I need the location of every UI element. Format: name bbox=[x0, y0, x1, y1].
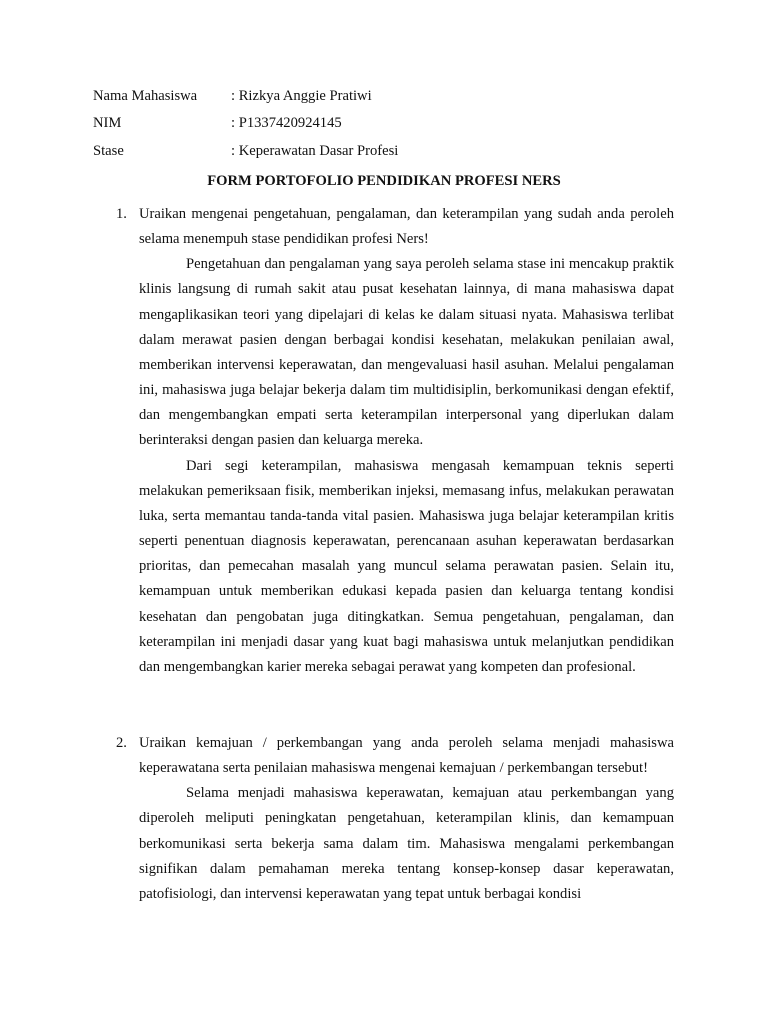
question-number: 2. bbox=[116, 735, 127, 751]
question-text: Uraikan kemajuan / perkembangan yang anda peroleh selama menjadi mahasiswa keperawatana serta penilaian mahasiswa mengenai kemajuan / perkembangan tersebut! bbox=[139, 735, 674, 777]
answer-paragraph: Pengetahuan dan pengalaman yang saya peroleh selama stase ini mencakup praktik klinis langsung di rumah sakit atau pusat kesehatan lainnya, di mana mahasiswa dapat mengaplikasikan teori yang dipelajari di kelas ke dalam situasi nyata. Mahasiswa terlibat dalam merawat pasien dengan berbagai kondisi kesehatan, melakukan penilaian awal, memberikan intervensi keperawatan, dan mengevaluasi hasil asuhan. Melalui pengalaman ini, mahasiswa juga belajar bekerja dalam tim multidisiplin, berkomunikasi dengan efektif, dan mengembangkan empati serta keterampilan interpersonal yang diperlukan dalam berinteraksi dengan pasien dan keluarga mereka. bbox=[139, 256, 674, 449]
stase-label: Stase bbox=[93, 143, 124, 159]
stase-value: : Keperawatan Dasar Profesi bbox=[231, 143, 399, 159]
answer-paragraph: Dari segi keterampilan, mahasiswa mengasah kemampuan teknis seperti melakukan pemeriksaan fisik, memberikan injeksi, memasang infus, melakukan perawatan luka, serta memantau tanda-tanda vital pasien. Mahasiswa juga belajar keterampilan kritis seperti penentuan diagnosis keperawatan, perencanaan asuhan keperawatan berdasarkan prioritas, dan pemecahan masalah yang muncul selama perawatan pasien. Selain itu, kemampuan untuk memberikan edukasi kepada pasien dan keluarga tentang kondisi kesehatan dan pengobatan juga ditingkatkan. Semua pengetahuan, pengalaman, dan keterampilan ini menjadi dasar yang kuat bagi mahasiswa untuk melanjutkan pendidikan dan mengembangkan karier mereka sebagai perawat yang kompeten dan profesional. bbox=[139, 457, 674, 675]
question-text: Uraikan mengenai pengetahuan, pengalaman, dan keterampilan yang sudah anda peroleh selama menempuh stase pendidikan profesi Ners! bbox=[139, 206, 674, 248]
answer-paragraph: Selama menjadi mahasiswa keperawatan, kemajuan atau perkembangan yang diperoleh meliputi peningkatan pengetahuan, keterampilan klinis, dan kemampuan berkomunikasi serta bekerja sama dalam tim. Mahasiswa mengalami perkembangan signifikan dalam pemahaman mereka tentang konsep-konsep dasar keperawatan, patofisiologi, dan intervensi keperawatan yang tepat untuk berbagai kondisi bbox=[139, 785, 674, 902]
nim-label: NIM bbox=[93, 115, 122, 131]
nama-value: : Rizkya Anggie Pratiwi bbox=[231, 88, 372, 104]
nama-label: Nama Mahasiswa bbox=[93, 88, 198, 104]
nim-value: : P1337420924145 bbox=[231, 115, 342, 131]
question-number: 1. bbox=[116, 206, 127, 222]
question-block-2 bbox=[139, 731, 674, 907]
question-block-1 bbox=[139, 202, 674, 680]
page-title: FORM PORTOFOLIO PENDIDIKAN PROFESI NERS bbox=[207, 173, 561, 189]
